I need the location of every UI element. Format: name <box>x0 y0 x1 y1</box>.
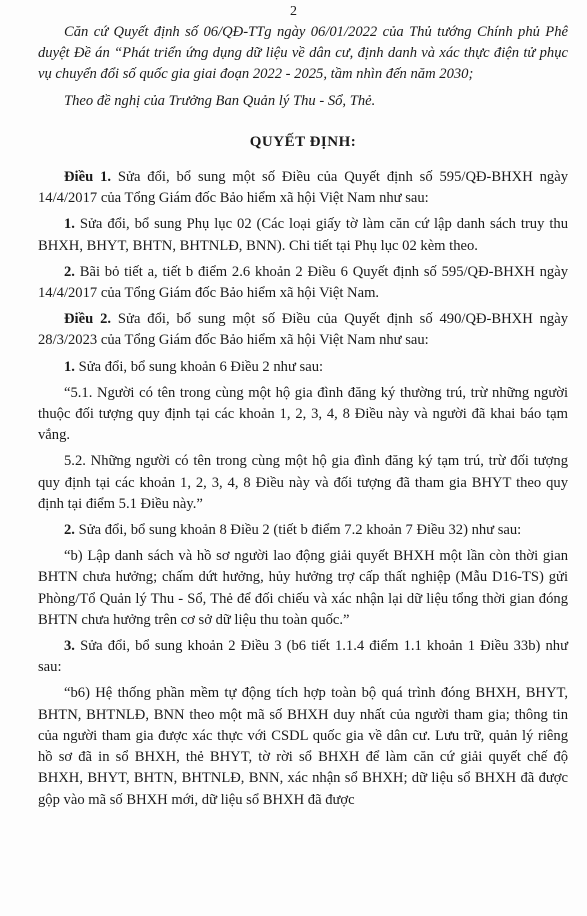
item-number: 1. <box>64 358 75 375</box>
item-number: 3. <box>64 638 75 655</box>
article-2-item-3 <box>38 636 568 678</box>
item-number: 2. <box>64 263 75 280</box>
quote-b: “b) Lập danh sách và hồ sơ người lao động giải quyết BHXH một lần còn thời gian BHTN chưa hưởng; chấm dứt hưởng, hủy hưởng trợ cấp thất nghiệp (Mẫu D16-TS) gửi Phòng/Tổ Quản lý Thu - Sổ, Thẻ để đối chiếu và xác nhận lại dữ liệu tổng thời gian đóng BHTN chưa hưởng trên cơ sở dữ liệu thu toàn quốc.” <box>38 548 568 628</box>
quote-b6: “b6) Hệ thống phần mềm tự động tích hợp toàn bộ quá trình đóng BHXH, BHYT, BHTN, BHTNLĐ, BNN theo một mã số BHXH duy nhất của người tham gia; thông tin của người tham gia được xác thực với CSDL quốc gia về dân cư. Lưu trữ, quản lý riêng hồ sơ đã in sổ BHXH, thẻ BHYT, tờ rời sổ BHXH để làm căn cứ giải quyết chế độ BHXH, BHYT, BHTN, BHTNLĐ, BNN, xác nhận sổ BHXH; dữ liệu sổ BHXH đã được gộp vào mã số BHXH mới, dữ liệu sổ BHXH đã được <box>38 685 568 808</box>
article-2-item-2 <box>38 520 568 541</box>
document-body <box>38 22 568 816</box>
article-1-text: Sửa đổi, bổ sung một số Điều của Quyết định số 595/QĐ-BHXH ngày 14/4/2017 của Tổng Giám đốc Bảo hiểm xã hội Việt Nam như sau: <box>38 169 569 207</box>
article-2-text: Sửa đổi, bổ sung một số Điều của Quyết định số 490/QĐ-BHXH ngày 28/3/2023 của Tổng Giám đốc Bảo hiểm xã hội Việt Nam như sau: <box>38 311 569 349</box>
article-1-item-1 <box>38 214 568 256</box>
quote-5-1: “5.1. Người có tên trong cùng một hộ gia đình đăng ký thường trú, trừ những người thuộc đối tượng quy định tại các khoản 1, 2, 3, 4, 8 Điều này và người đã khai báo tạm vắng. <box>38 384 568 444</box>
page-number: 2 <box>290 4 297 19</box>
preamble-proposal: Theo đề nghị của Trưởng Ban Quản lý Thu - Sổ, Thẻ. <box>64 92 376 109</box>
item-text: Sửa đổi, bổ sung khoản 2 Điều 3 (b6 tiết 1.1.4 điểm 1.1 khoản 1 Điều 33b) như sau: <box>38 638 568 676</box>
quote-5-2: 5.2. Những người có tên trong cùng một hộ gia đình đăng ký tạm trú, trừ đối tượng quy định tại các khoản 1, 2, 3, 4, 8 Điều này và đối tượng đã tham gia BHYT theo quy định tại điểm 5.1 Điều này.” <box>38 453 568 512</box>
article-1 <box>38 167 568 209</box>
item-text: Sửa đổi, bổ sung Phụ lục 02 (Các loại giấy tờ làm căn cứ lập danh sách truy thu BHXH, BHYT, BHTN, BHTNLĐ, BNN). Chi tiết tại Phụ lục 02 kèm theo. <box>38 216 568 254</box>
item-text: Sửa đổi, bổ sung khoản 8 Điều 2 (tiết b điểm 7.2 khoản 7 Điều 32) như sau: <box>74 522 522 539</box>
article-1-item-2 <box>38 262 568 304</box>
item-text: Bãi bỏ tiết a, tiết b điểm 2.6 khoản 2 Điều 6 Quyết định số 595/QĐ-BHXH ngày 14/4/2017 của Tổng Giám đốc Bảo hiểm xã hội Việt Nam. <box>38 263 568 302</box>
decision-heading: QUYẾT ĐỊNH: <box>249 133 357 150</box>
article-1-label: Điều 1. <box>64 169 112 186</box>
item-text: Sửa đổi, bổ sung khoản 6 Điều 2 như sau: <box>74 358 324 375</box>
article-2-item-1 <box>38 357 568 378</box>
article-2 <box>38 309 568 351</box>
item-number: 1. <box>64 216 75 233</box>
item-number: 2. <box>64 522 75 539</box>
preamble-legal-basis: Căn cứ Quyết định số 06/QĐ-TTg ngày 06/01/2022 của Thủ tướng Chính phủ Phê duyệt Đề án “Phát triển ứng dụng dữ liệu về dân cư, định danh và xác thực điện tử phục vụ chuyển đổi số quốc gia giai đoạn 2022 - 2025, tầm nhìn đến năm 2030; <box>38 24 568 83</box>
article-2-label: Điều 2. <box>64 311 112 328</box>
